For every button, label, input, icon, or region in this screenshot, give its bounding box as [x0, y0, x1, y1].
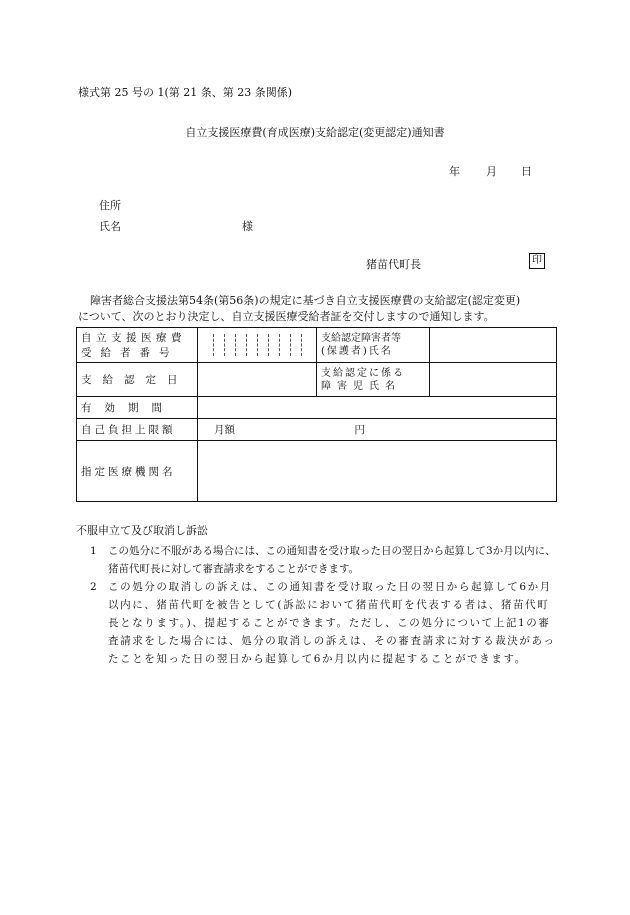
intro-paragraph [78, 293, 558, 325]
child-name-field[interactable] [430, 363, 557, 397]
digit-box[interactable] [258, 334, 269, 356]
date-day-label: 日 [521, 165, 532, 178]
date-year-label: 年 [449, 165, 460, 178]
validity-period-label: 有効期間 [77, 397, 198, 419]
date-month-label: 月 [486, 165, 497, 178]
guardian-name-label [317, 328, 430, 363]
digit-box[interactable] [269, 334, 280, 356]
address-label: 住所 [99, 199, 121, 212]
digit-box[interactable] [247, 334, 258, 356]
yen-label: 円 [354, 424, 365, 436]
digit-box[interactable] [203, 334, 214, 356]
certification-date-label: 支給認定日 [77, 363, 198, 397]
digit-box-group [198, 328, 316, 362]
digit-box[interactable] [302, 334, 312, 356]
recipient-number-label [77, 328, 198, 363]
item-number: 1 [90, 545, 97, 557]
official-seal: 印 [529, 253, 545, 269]
copay-limit-field[interactable] [198, 419, 557, 441]
table-row [77, 397, 557, 419]
document-title: 自立支援医療費(育成医療)支給認定(変更認定)通知書 [185, 126, 445, 139]
intro-line-1: 障害者総合支援法第54条(第56条)の規定に基づき自立支援医療費の支給認定(認定変更) [90, 294, 521, 307]
table-row [77, 441, 557, 502]
table-row [77, 419, 557, 441]
certification-table [76, 327, 557, 502]
recipient-number-boxes[interactable] [198, 328, 317, 363]
appeal-item [90, 578, 560, 668]
label-line-2: (保護者)氏名 [321, 346, 393, 357]
child-name-label [317, 363, 430, 397]
label-line-1: 支給認定に係る [321, 367, 405, 379]
name-label: 氏名 [99, 220, 121, 233]
appeal-heading: 不服申立て及び取消し訴訟 [76, 524, 208, 537]
validity-period-field[interactable] [198, 397, 557, 419]
item-number: 2 [90, 581, 99, 593]
medical-institution-field[interactable] [198, 441, 557, 502]
appeal-item [90, 542, 560, 578]
form-number: 様式第 25 号の 1(第 21 条、第 23 条関係) [78, 86, 293, 99]
monthly-label: 月額 [214, 424, 235, 436]
issuer-mayor: 猪苗代町長 [366, 258, 421, 271]
digit-box[interactable] [280, 334, 291, 356]
item-text: この処分の取消しの訴えは、この通知書を受け取った日の翌日から起算して6か月以内に、猪苗代町を被告として(訴訟において猪苗代町を代表する者は、猪苗代町長となります。)、提起することができます。ただし、この処分について上記1の審査請求をした場合には、処分の取消しの訴えは、その審査請求に対する裁決があったことを知った日の翌日から起算して6か月以内に提起することができます。 [108, 581, 556, 665]
item-text: この処分に不服がある場合には、この通知書を受け取った日の翌日から起算して3か月以内に、猪苗代町長に対して審査請求をすることができます。 [108, 545, 556, 575]
certification-date-field[interactable] [198, 363, 317, 397]
label-line-1: 支給認定障害者等 [321, 333, 401, 344]
table-row [77, 363, 557, 397]
digit-box[interactable] [291, 334, 302, 356]
label-line-2: 受給者番号 [81, 347, 179, 359]
digit-box[interactable] [214, 334, 225, 356]
guardian-name-field[interactable] [430, 328, 557, 363]
intro-line-2: について、次のとおり決定し、自立支援医療受給者証を交付しますので通知します。 [78, 310, 495, 323]
copay-limit-label: 自己負担上限額 [77, 419, 198, 441]
digit-box[interactable] [225, 334, 236, 356]
label-line-2: 障害児氏名 [321, 380, 401, 392]
digit-box[interactable] [236, 334, 247, 356]
label-line-1: 自立支援医療費 [81, 332, 186, 344]
table-row [77, 328, 557, 363]
honorific-label: 様 [242, 220, 253, 233]
medical-institution-label: 指定医療機関名 [77, 441, 198, 502]
